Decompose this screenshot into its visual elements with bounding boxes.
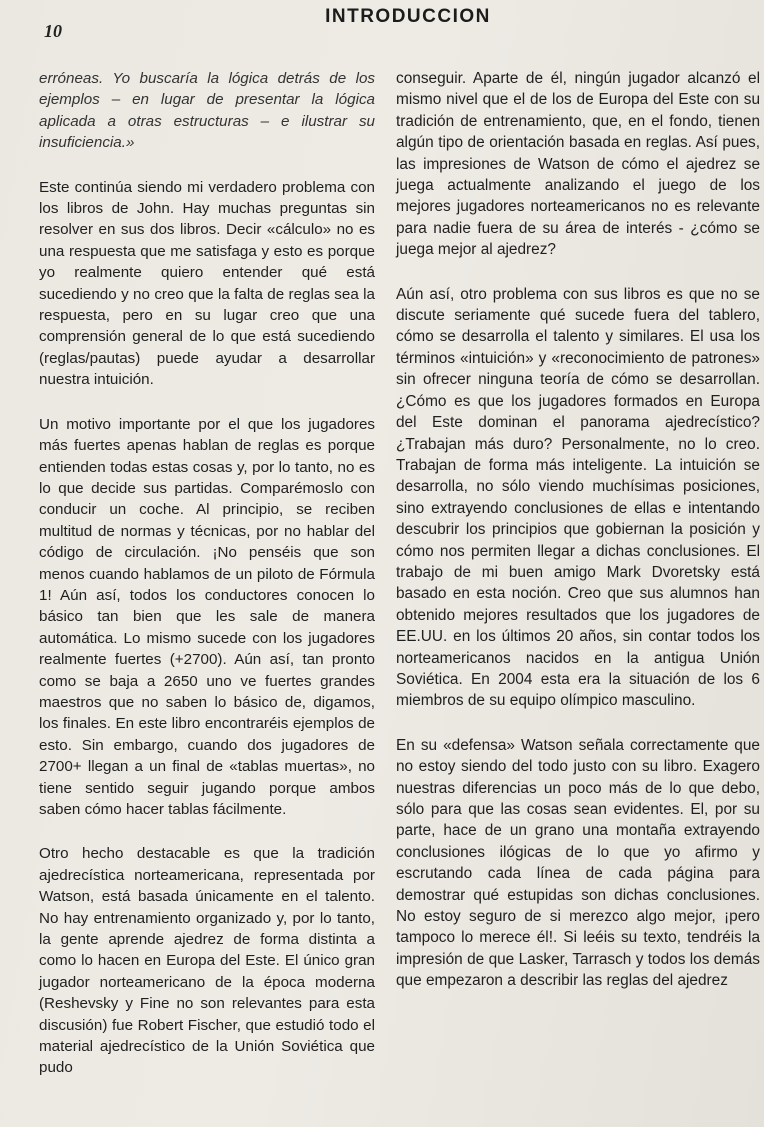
quote-paragraph: erróneas. Yo buscaría la lógica detrás de los ejemplos – en lugar de presentar la lógica aplicada a otras estructuras – e ilustrar su insuficiencia.» (39, 70, 375, 152)
right-column (396, 68, 760, 992)
body-paragraph: Aún así, otro problema con sus libros es que no se discute seriamente qué sucede fuera del tablero, cómo se desarrolla el talento y similares. El usa los términos «intuición» y «reconocimiento de patrones» sin ofrecer ninguna teoría de cómo se desarrollan. ¿Cómo es que los jugadores formados en Europa del Este dominan el panorama ajedrecístico? ¿Trabajan más duro? Personalmente, no lo creo. Trabajan de forma más inteligente. La intuición se desarrolla, no sólo viendo muchísimas posiciones, sino extrayendo conclusiones de ellas e intentando descubrir los principios que gobiernan la posición y cómo nos permiten llegar a dichas conclusiones. El trabajo de mi buen amigo Mark Dvoretsky está basado en esta noción. Creo que sus alumnos han obtenido mejores resultados que los jugadores de EE.UU. en los últimos 20 años, sin contar todos los norteamericanos nacidos en la antigua Unión Soviética. En 2004 esta era la situación de los 6 miembros de su equipo olímpico masculino. (396, 285, 760, 710)
body-paragraph: conseguir. Aparte de él, ningún jugador alcanzó el mismo nivel que el de los de Europa del Este con su tradición de entrenamiento, que, en el fondo, tienen algún tipo de orientación basada en reglas. Así pues, las impresiones de Watson de cómo el ajedrez se juega actualmente analizando el juego de los mejores jugadores norteamericanos no es relevante para nadie fuera de su área de interés - ¿cómo se juega mejor al ajedrez? (396, 70, 760, 259)
running-header: INTRODUCCION (325, 6, 491, 27)
body-paragraph: En su «defensa» Watson señala correctamente que no estoy siendo del todo justo con su libro. Exagero nuestras diferencias un poco más de lo que debo, sólo para que las cosas sean evidentes. El, por su parte, hace de un grano una montaña extrayendo conclusiones ilógicas de lo que yo afirmo y escrutando cada línea de cada página para demostrar qué estupidas son dichas conclusiones. No estoy seguro de si merezco algo mejor, ¡pero tampoco lo merece él!. Si leéis su texto, tendréis la impresión de que Lasker, Tarrasch y todos los demás que empezaron a describir las reglas del ajedrez (396, 736, 760, 990)
page-number: 10 (44, 21, 62, 41)
body-paragraph: Un motivo importante por el que los jugadores más fuertes apenas hablan de reglas es porque entienden todas estas cosas y, por lo tanto, no es lo que decide sus partidas. Comparémoslo con conducir un coche. Al principio, se reciben multitud de normas y técnicas, por no hablar del código de circulación. ¡No penséis que son menos cuando hablamos de un piloto de Fórmula 1! Aún así, todos los conductores conocen lo básico tan bien que les sale de manera automática. Lo mismo sucede con los jugadores realmente fuertes (+2700). Aún así, tan pronto como se baja a 2650 uno ve fuertes grandes maestros que no saben lo básico de, digamos, los finales. En este libro encontraréis ejemplos de esto. Sin embargo, cuando dos jugadores de 2700+ llegan a un final de «tablas muertas», no tiene sentido seguir jugando porque ambos saben cómo hacer tablas fácilmente. (39, 415, 375, 818)
left-column (39, 68, 375, 1079)
body-paragraph: Otro hecho destacable es que la tradición ajedrecística norteamericana, representada por Watson, está basada únicamente en el talento. No hay entrenamiento organizado y, por lo tanto, la gente aprende ajedrez de forma distinta a como lo hacen en Europa del Este. El único gran jugador norteamericano de la época moderna (Reshevsky y Fine no son relevantes para esta discusión) fue Robert Fischer, que estudió todo el material ajedrecístico de la Unión Soviética que pudo (39, 845, 375, 1077)
body-paragraph: Este continúa siendo mi verdadero problema con los libros de John. Hay muchas preguntas sin resolver en sus dos libros. Decir «cálculo» no es una respuesta que me satisfaga y esto es porque yo realmente quiero entender qué está sucediendo y no creo que la falta de reglas sea la respuesta, pero en su lugar creo que una comprensión general de lo que está sucediendo (reglas/pautas) puede ayudar a desarrollar nuestra intuición. (39, 178, 375, 389)
